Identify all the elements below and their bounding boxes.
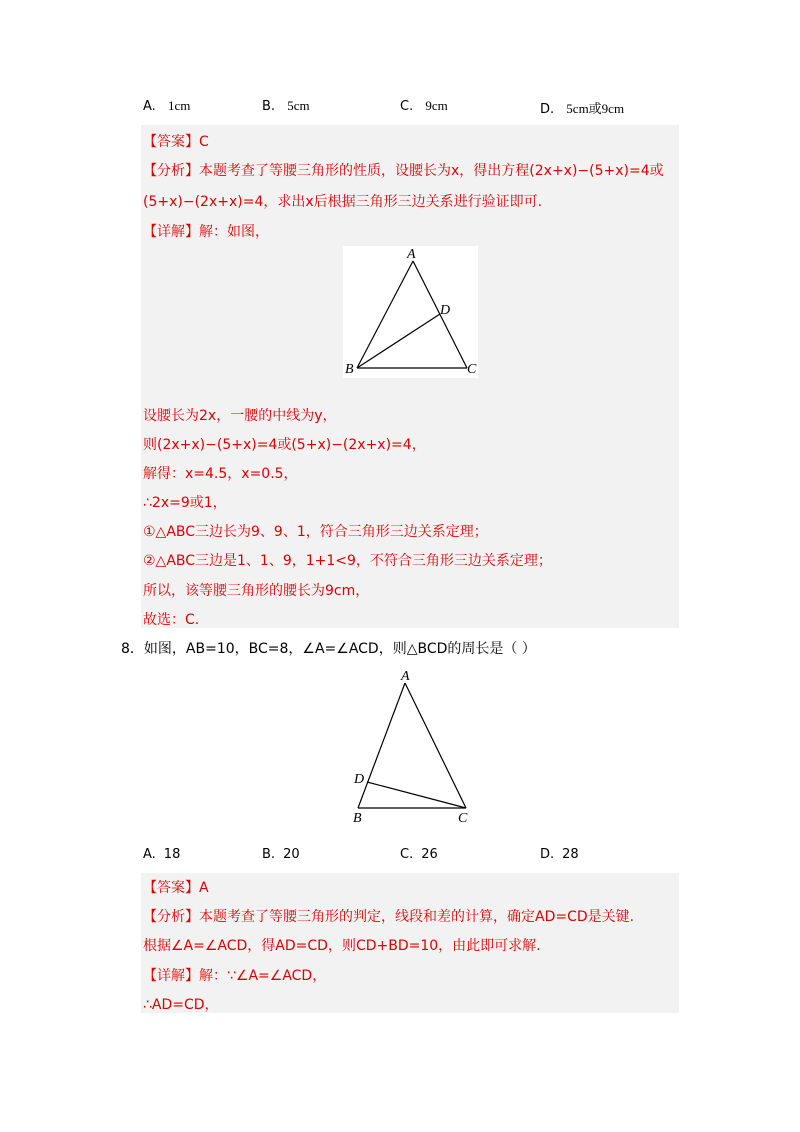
q7-line-3: 解得：x=4.5，x=0.5， <box>143 466 298 482</box>
q8-label-a: A <box>401 669 410 684</box>
q7-line-5: ①△ABC三边长为9、9、1，符合三角形三边关系定理； <box>143 524 488 540</box>
q7-option-c: C. 9cm <box>400 98 448 114</box>
q7-triangle-figure <box>343 246 478 378</box>
q8-label-d: D <box>354 772 365 787</box>
q7-analysis-1: 【分析】本题考查了等腰三角形的性质，设腰长为x，得出方程(2x+x)−(5+x)=4或 <box>143 163 664 179</box>
q7-label-b: B <box>345 362 354 377</box>
q7-line-4: ∴2x=9或1， <box>143 495 227 511</box>
q7-option-d: D. 5cm或9cm <box>540 101 625 117</box>
q7-answer: 【答案】C <box>143 134 209 150</box>
q8-triangle-figure <box>345 665 480 828</box>
q7-detail-intro: 【详解】解：如图， <box>143 224 269 240</box>
q7-line-7: 所以，该等腰三角形的腰长为9cm， <box>143 583 370 599</box>
q8-label-c: C <box>458 811 468 826</box>
q8-option-a: A. 18 <box>143 847 181 862</box>
q8-detail-2: ∴AD=CD， <box>143 997 219 1013</box>
q8-option-d: D. 28 <box>540 847 579 862</box>
q8-detail-1: 【详解】解：∵∠A=∠ACD， <box>143 968 327 984</box>
q8-label-b: B <box>353 811 362 826</box>
q7-line-1: 设腰长为2x，一腰的中线为y， <box>143 408 337 424</box>
q7-label-a: A <box>407 247 416 262</box>
q7-line-2: 则(2x+x)−(5+x)=4或(5+x)−(2x+x)=4， <box>143 437 426 453</box>
q8-stem: 8．如图，AB=10，BC=8，∠A=∠ACD，则△BCD的周长是（ ） <box>121 641 536 657</box>
q7-line-8: 故选：C. <box>143 612 200 628</box>
q7-option-b: B. 5cm <box>262 98 310 114</box>
q7-label-c: C <box>467 362 477 377</box>
q8-analysis-2: 根据∠A=∠ACD，得AD=CD，则CD+BD=10，由此即可求解. <box>143 938 541 954</box>
q7-label-d: D <box>440 303 451 318</box>
q7-analysis-2: (5+x)−(2x+x)=4，求出x后根据三角形三边关系进行验证即可. <box>143 194 543 210</box>
q8-analysis-1: 【分析】本题考查了等腰三角形的判定，线段和差的计算，确定AD=CD是关键. <box>143 909 635 925</box>
q7-line-6: ②△ABC三边是1、1、9，1+1<9，不符合三角形三边关系定理； <box>143 553 552 569</box>
q7-option-a: A. 1cm <box>143 98 191 114</box>
q8-answer: 【答案】A <box>143 880 209 896</box>
q8-option-c: C. 26 <box>400 847 438 862</box>
q8-option-b: B. 20 <box>262 847 300 862</box>
